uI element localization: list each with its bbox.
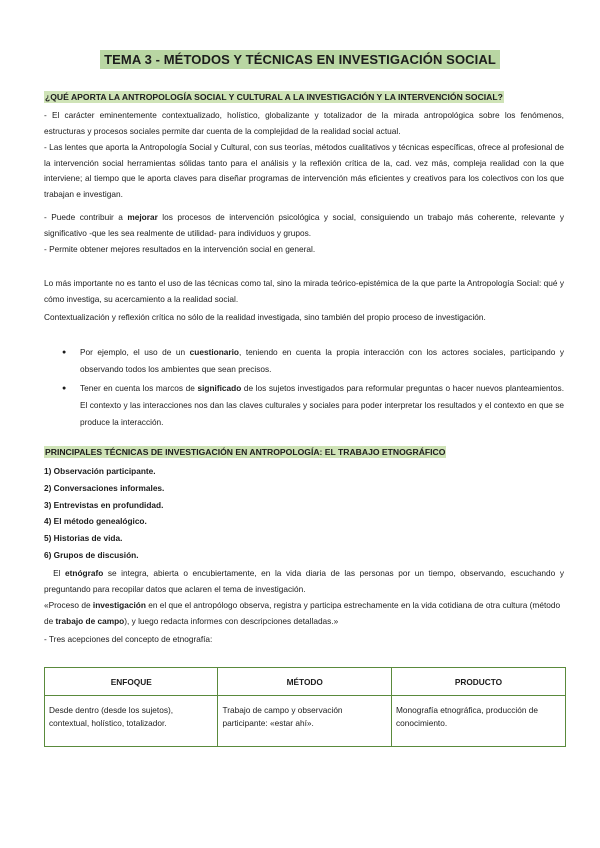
cell-producto: Monografía etnográfica, producción de conocimiento.: [391, 696, 565, 747]
bullet1-bold: cuestionario: [189, 347, 240, 357]
p8-e: ), y luego redacta informes con descripciones detalladas.»: [124, 615, 339, 626]
ethnography-table: [44, 667, 566, 747]
paragraph-3: [44, 210, 564, 241]
list-item: 6) Grupos de discusión.: [44, 549, 139, 560]
section-heading-tecnicas: [44, 447, 446, 457]
bullet2-post: de los sujetos investigados para reformular preguntas o hacer nuevos planteamientos. El contexto y las interacciones nos dan las claves culturales y sociales para poder interpretar los resultados y el contexto en que se produce la interacción.: [80, 383, 564, 427]
bullet1-post: , teniendo en cuenta la propia interacción con los actores sociales, participando y observando todos los ambientes que sean precisos.: [80, 347, 564, 374]
p8-b: investigación: [92, 600, 146, 610]
header-metodo: MÉTODO: [218, 668, 391, 696]
title-wrap: [0, 50, 600, 69]
paragraph-4: - Permite obtener mejores resultados en la intervención social en general.: [44, 244, 316, 254]
p7-bold: etnógrafo: [65, 568, 104, 578]
bullet-list: [62, 344, 564, 433]
list-item: 3) Entrevistas en profundidad.: [44, 499, 164, 510]
p3-bold: mejorar: [127, 212, 158, 222]
list-item: 5) Historias de vida.: [44, 533, 123, 544]
bullet-item: [62, 380, 564, 431]
p3-pre: - Puede contribuir a: [44, 212, 128, 222]
paragraph-7: [44, 566, 567, 597]
page-title: TEMA 3 - MÉTODOS Y TÉCNICAS EN INVESTIGACIÓN SOCIAL: [100, 50, 500, 69]
paragraph-6: Contextualización y reflexión crítica no sólo de la realidad investigada, sino también del propio proceso de investigación.: [44, 312, 486, 322]
p3-post: los procesos de intervención psicológica y social, consiguiendo un trabajo más coherente, relevante y significativo -que les sea realmente de utilidad- para individuos y grupos.: [44, 212, 564, 238]
section-heading-aporta: [44, 92, 504, 102]
bullet2-pre: Tener en cuenta los marcos de: [80, 383, 198, 393]
p8-c: en el que el antropólogo observa, registra y participa estrechamente en la vida cotidiana de otra cultura (método de: [44, 600, 561, 626]
header-producto: PRODUCTO: [391, 668, 565, 696]
bullet1-pre: Por ejemplo, el uso de un: [80, 347, 190, 357]
section-heading-text: ¿QUÉ APORTA LA ANTROPOLOGÍA SOCIAL Y CULTURAL A LA INVESTIGACIÓN Y LA INTERVENCIÓN SOCIAL?: [45, 92, 503, 102]
paragraph-5: Lo más importante no es tanto el uso de las técnicas como tal, sino la mirada teórico-epistémica de la que parte la Antropología Social: qué y cómo investiga, su acercamiento a la realidad social.: [44, 278, 564, 304]
table-row: [45, 696, 566, 747]
bullet-item: [62, 344, 564, 378]
list-item: 1) Observación participante.: [44, 466, 156, 476]
list-item: 2) Conversaciones informales.: [44, 482, 165, 493]
section-heading-text: PRINCIPALES TÉCNICAS DE INVESTIGACIÓN EN ANTROPOLOGÍA: EL TRABAJO ETNOGRÁFICO: [45, 447, 446, 457]
cell-enfoque: Desde dentro (desde los sujetos), contextual, holístico, totalizador.: [45, 696, 218, 747]
p7-pre: El: [44, 568, 66, 578]
paragraph-9: - Tres acepciones del concepto de etnografía:: [44, 634, 213, 644]
bullet2-bold: significado: [197, 383, 242, 393]
paragraph-2: - Las lentes que aporta la Antropología Social y Cultural, con sus teorías, métodos cualitativos y técnicas específicas, ofrece al profesional de la intervención social herramientas sólidas tanto para el análisis y la reflexión crítica de la, cad. vez más, compleja realidad con la que interviene; al tiempo que le aporta claves para diseñar programas de intervención más eficientes y creativos para los colectivos con los que trabajan e investigan.: [44, 142, 564, 199]
p8-a: «Proceso de: [44, 600, 93, 610]
p8-d: trabajo de campo: [55, 615, 125, 626]
technique-list: [44, 463, 164, 564]
header-enfoque: ENFOQUE: [45, 668, 218, 696]
cell-metodo: Trabajo de campo y observación participante: «estar ahí».: [218, 696, 391, 747]
p7-post: se integra, abierta o encubiertamente, en la vida diaria de las personas por un tiempo, observando, escuchando y preguntando para recopilar datos que aclaren el tema de investigación.: [44, 568, 567, 594]
list-item: 4) El método genealógico.: [44, 516, 147, 527]
table-header-row: [45, 668, 566, 696]
paragraph-8: [44, 598, 564, 629]
paragraph-1: - El carácter eminentemente contextualizado, holístico, globalizante y totalizador de la mirada antropológica sobre los fenómenos, estructuras y procesos sociales permite dar cuenta de la complejidad de la realidad social actual.: [44, 110, 564, 136]
